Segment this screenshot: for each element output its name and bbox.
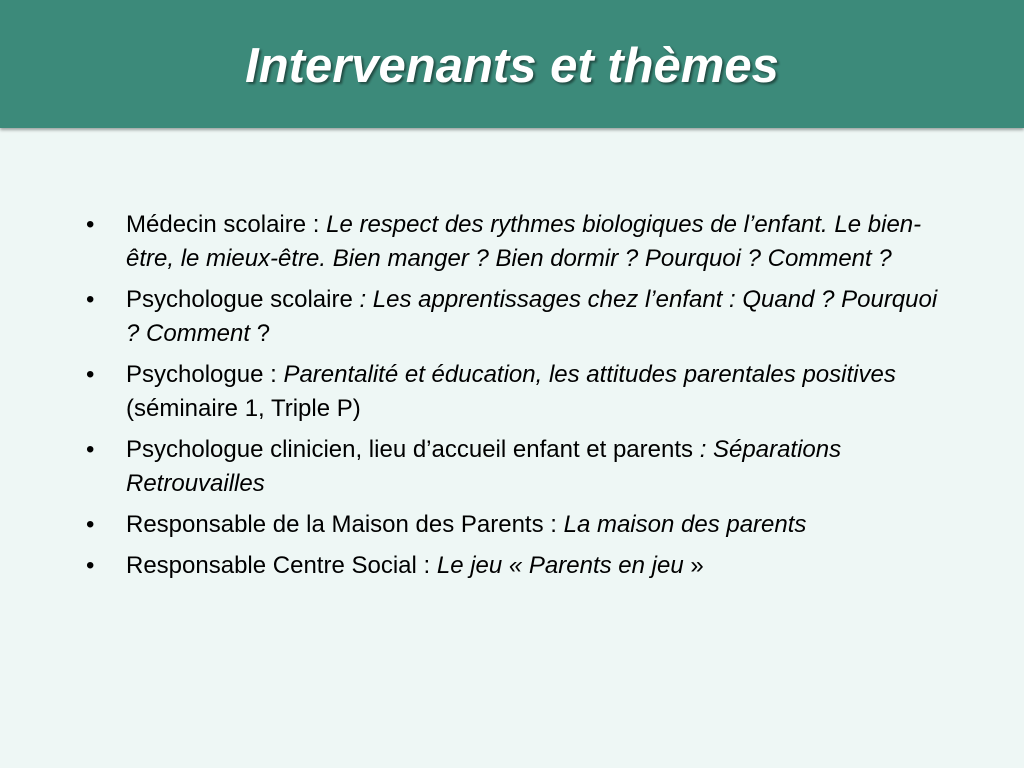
list-item [78, 549, 948, 583]
title-bar [0, 0, 1024, 128]
bullet-icon: • [86, 552, 95, 579]
bullet-icon: • [86, 436, 95, 463]
list-item [78, 508, 948, 542]
item-suffix: (séminaire 1, Triple P) [126, 395, 361, 422]
bullet-icon: • [86, 511, 95, 538]
list-item [78, 283, 948, 351]
speaker-role: Médecin scolaire : [126, 211, 327, 238]
bullet-icon: • [86, 211, 95, 238]
speaker-role: Psychologue clinicien, lieu d’accueil enfant et parents [126, 436, 700, 463]
session-theme: : Séparations Retrouvailles [126, 436, 842, 497]
speaker-role: Psychologue : [126, 361, 284, 388]
session-theme: Parentalité et éducation, les attitudes parentales positives [283, 361, 896, 388]
bullet-icon: • [86, 361, 95, 388]
item-suffix: » [690, 552, 704, 579]
list-item [78, 208, 948, 276]
bullet-icon: • [86, 286, 95, 313]
item-suffix: ? [250, 320, 271, 347]
bullet-list [78, 208, 948, 590]
slide-title: Intervenants et thèmes [245, 39, 779, 93]
speaker-role: Responsable Centre Social : [126, 552, 437, 579]
list-item [78, 358, 948, 426]
list-item [78, 433, 948, 501]
session-theme: : Les apprentissages chez l’enfant : Quand ? Pourquoi ? Comment [126, 286, 938, 347]
session-theme: Le respect des rythmes biologiques de l’enfant. Le bien-être, le mieux-être. Bien manger ? Bien dormir ? Pourquoi ? Comment ? [126, 211, 922, 272]
session-theme: La maison des parents [563, 511, 807, 538]
session-theme: Le jeu « Parents en jeu [436, 552, 691, 579]
speaker-role: Responsable de la Maison des Parents : [126, 511, 564, 538]
speaker-role: Psychologue scolaire [126, 286, 360, 313]
